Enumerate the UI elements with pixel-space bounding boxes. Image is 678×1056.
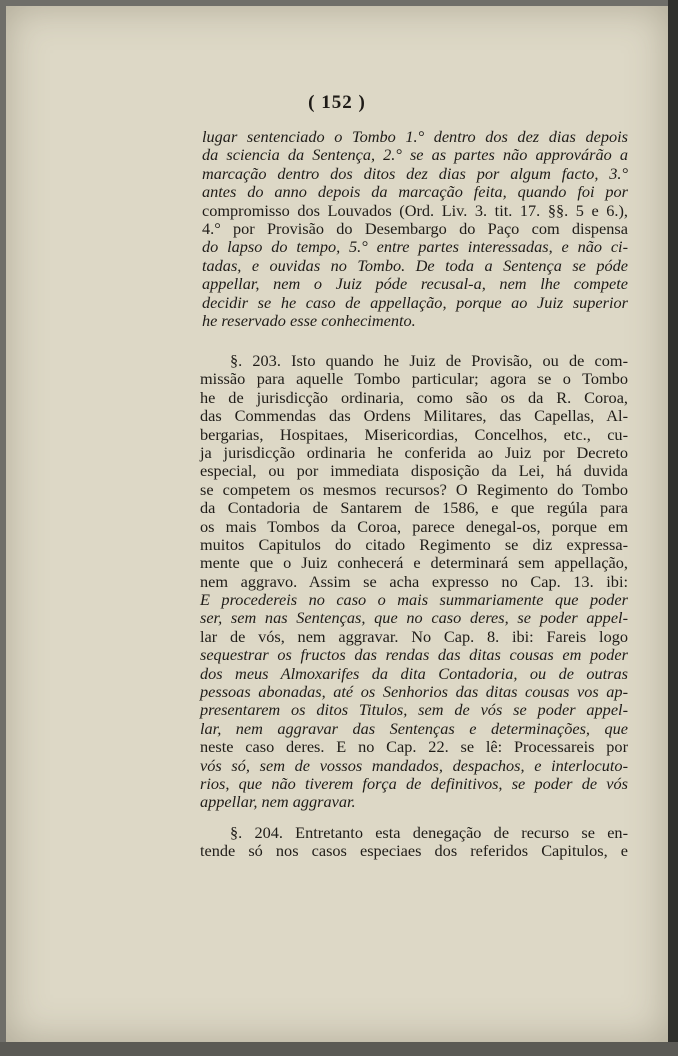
text-line: 4.° por Provisão do Desembargo do Paço com dispensa bbox=[202, 218, 628, 238]
text-line: lar, nem aggravar das Sentenças e determinações, que bbox=[200, 718, 628, 738]
page-bottom-edge bbox=[0, 1042, 678, 1056]
text-line: pessoas abonadas, até os Senhorios das ditas cousas vos ap- bbox=[200, 682, 628, 702]
text-line: do lapso do tempo, 5.° entre partes interessadas, e não ci- bbox=[202, 237, 628, 257]
text-line: missão para aquelle Tombo particular; agora se o Tombo bbox=[200, 369, 628, 389]
text-line: da Contadoria de Santarem de 1586, e que regúla para bbox=[200, 498, 628, 518]
text-line: lar de vós, nem aggravar. No Cap. 8. ibi: Fareis logo bbox=[200, 626, 628, 646]
text-line: antes do anno depois da marcação feita, quando foi por bbox=[202, 182, 628, 202]
page-edge-shadow bbox=[668, 0, 678, 1056]
text-line: he reservado esse conhecimento. bbox=[202, 310, 416, 330]
text-line: os mais Tombos da Coroa, parece denegal-os, porque em bbox=[200, 516, 628, 536]
text-line: §. 203. Isto quando he Juiz de Provisão, ou de com- bbox=[230, 351, 628, 370]
text-line: vós só, sem de vossos mandados, despachos, e interlocuto- bbox=[200, 755, 628, 775]
text-line: neste caso deres. E no Cap. 22. se lê: Processareis por bbox=[200, 737, 628, 757]
text-line: compromisso dos Louvados (Ord. Liv. 3. tit. 17. §§. 5 e 6.), bbox=[202, 200, 628, 220]
text-line: sequestrar os fructos das rendas das ditas cousas em poder bbox=[200, 645, 628, 665]
text-line: marcação dentro dos ditos dez dias por algum facto, 3.° bbox=[202, 163, 628, 183]
text-line: tende só nos casos especiaes dos referidos Capitulos, e bbox=[200, 841, 628, 861]
text-line: ja jurisdicção ordinaria he conferida ao Juiz por Decreto bbox=[200, 442, 628, 462]
text-line: especial, ou por immediata disposição da Lei, há duvida bbox=[200, 461, 628, 481]
paragraph-continuation bbox=[202, 128, 628, 330]
paragraph-203 bbox=[200, 352, 628, 812]
text-line: dos meus Almoxarifes da dita Contadoria, ou de outras bbox=[200, 663, 628, 683]
text-line: tadas, e ouvidas no Tombo. De toda a Sentença se póde bbox=[202, 255, 628, 275]
text-line: E procedereis no caso o mais summariamente que poder bbox=[200, 590, 628, 610]
text-line: he de jurisdicção ordinaria, como são os da R. Coroa, bbox=[200, 387, 628, 407]
book-page bbox=[6, 6, 671, 1042]
text-line: da sciencia da Sentença, 2.° se as partes não approvárão a bbox=[202, 145, 628, 165]
text-line: das Commendas das Ordens Militares, das Capellas, Al- bbox=[200, 406, 628, 426]
text-line: appellar, nem o Juiz póde recusal-a, nem lhe compete bbox=[202, 274, 628, 294]
page-number: ( 152 ) bbox=[308, 92, 366, 113]
text-line: appellar, nem aggravar. bbox=[200, 792, 356, 812]
text-line: mente que o Juiz conhecerá e determinará sem appellação, bbox=[200, 553, 628, 573]
text-line: nem aggravo. Assim se acha expresso no Cap. 13. ibi: bbox=[200, 571, 628, 591]
text-line: rios, que não tiverem força de definitivos, se poder de vós bbox=[200, 773, 628, 793]
text-line: bergarias, Hospitaes, Misericordias, Concelhos, etc., cu- bbox=[200, 424, 628, 444]
text-line: presentarem os ditos Titulos, sem de vós se poder appel- bbox=[200, 700, 628, 720]
text-line: ser, sem nas Sentenças, que no caso deres, se poder appel- bbox=[200, 608, 628, 628]
text-line: lugar sentenciado o Tombo 1.° dentro dos dez dias depois bbox=[202, 127, 628, 146]
text-line: decidir se he caso de appellação, porque ao Juiz superior bbox=[202, 292, 628, 312]
text-line: se competem os mesmos recursos? O Regimento do Tombo bbox=[200, 479, 628, 499]
text-line: §. 204. Entretanto esta denegação de recurso se en- bbox=[230, 823, 628, 842]
paragraph-204 bbox=[200, 824, 628, 861]
text-line: muitos Capitulos do citado Regimento se diz expressa- bbox=[200, 534, 628, 554]
